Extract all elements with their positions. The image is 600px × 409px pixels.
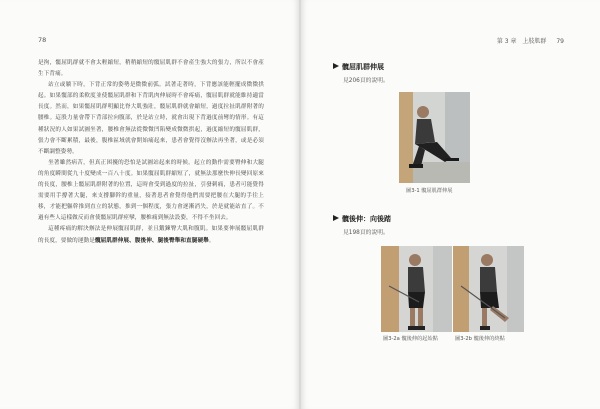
body-paragraph	[38, 158, 264, 225]
body-text	[38, 58, 264, 247]
section-heading: 髖後伸：向後踏	[333, 214, 391, 224]
figure-caption: 圖3-2b 髖後伸的終點	[455, 336, 505, 342]
figure-caption: 圖3-2a 髖後伸的起始點	[383, 336, 438, 342]
chapter-number: 第 3 章	[496, 38, 517, 45]
body-paragraph	[38, 58, 264, 80]
page-number: 78	[38, 36, 47, 44]
bold-text-segment: 髖屈肌群伸展、腹後伸、腿後臀舉和直腿硬舉	[94, 237, 209, 244]
body-paragraph	[38, 80, 264, 158]
triangle-bullet-icon	[333, 215, 339, 221]
running-header	[493, 36, 564, 45]
hip-extension-end-photo	[453, 246, 524, 332]
chapter-title: 上肢肌群	[522, 38, 547, 45]
hip-extension-start-photo	[381, 246, 452, 332]
section-reference: 見198頁的說明。	[343, 230, 389, 236]
left-page	[0, 0, 299, 409]
body-paragraph	[38, 224, 264, 246]
text-segment: 坐著雖然病苦，但真正困擾的恐怕是試圖站起來的時候。起立的動作需要臀伸和大腿的角度瞬間從九十度變成一百八十度。如果髖屈肌群縮短了，就無法那麼快伸長變回原來的長度，腰椎上髖屈肌群附著的位置，這時會受到過度的拉扯，引發刺痛，患者可能覺得需要用手撐著大腿，來支撐腳幹的重量，接著患者會覺得他們需要把腰在大腿的手往上移，才能把軀幹推到直立的狀態，推到一個程度，張力會逐漸消失，於是就能站直了。不過有些人這樣做反而會使髖屈肌群痙攣，腰椎痛到無法設姿，不得不坐回去。	[38, 159, 264, 222]
text-segment: 是拘，髖屈肌群就不會太輕縮短，稍稍縮短的髖屈肌群不會產生強大的張力，所以不會產生下背痛。	[38, 60, 264, 78]
right-page	[301, 0, 600, 409]
text-segment: 這種疼痛的解決辦法是伸展髖屈肌群，並且鍛鍊臀大肌和腹肌。如果要伸展髖屈肌群的長度，要做的運動是	[38, 226, 264, 244]
figure-caption: 圖3-1 髖屈肌群伸展	[406, 188, 453, 194]
section-reference: 見206頁的說明。	[343, 78, 389, 84]
triangle-bullet-icon	[333, 63, 339, 69]
page-number: 79	[556, 38, 564, 45]
text-segment: 。	[208, 237, 215, 244]
hip-flexor-stretch-photo	[399, 92, 470, 183]
section-heading: 髖屈肌群伸展	[333, 62, 384, 72]
text-segment: 站立或躺下時，下背正常的姿勢是微微前弧。試著走著時，下背應該能輕擺成微微拱起。如果髖部的柔軟度並使髖屈肌群和下背肌肉伸展時不會疼痛，髖屈肌群就能維持適當長度。然而，如果髖屈肌群明顯比脊大肌強壯，髖屈肌群就會縮短，過度拉扯肌群附著的腰椎。這股力量會帶下背部拉向腹部，於是站立時，就會出現下背過度前彎的情形。有這種狀況的人如果試圖坐著，腰椎會無法從微微凹陷變成微微拱起，過度縮短的髖屈肌群，張力會不斷累積，最後，腹椎區域就會開始痛起來，患者會覺得沒辦法再坐著，或是必須不斷調整姿勢。	[38, 82, 264, 155]
